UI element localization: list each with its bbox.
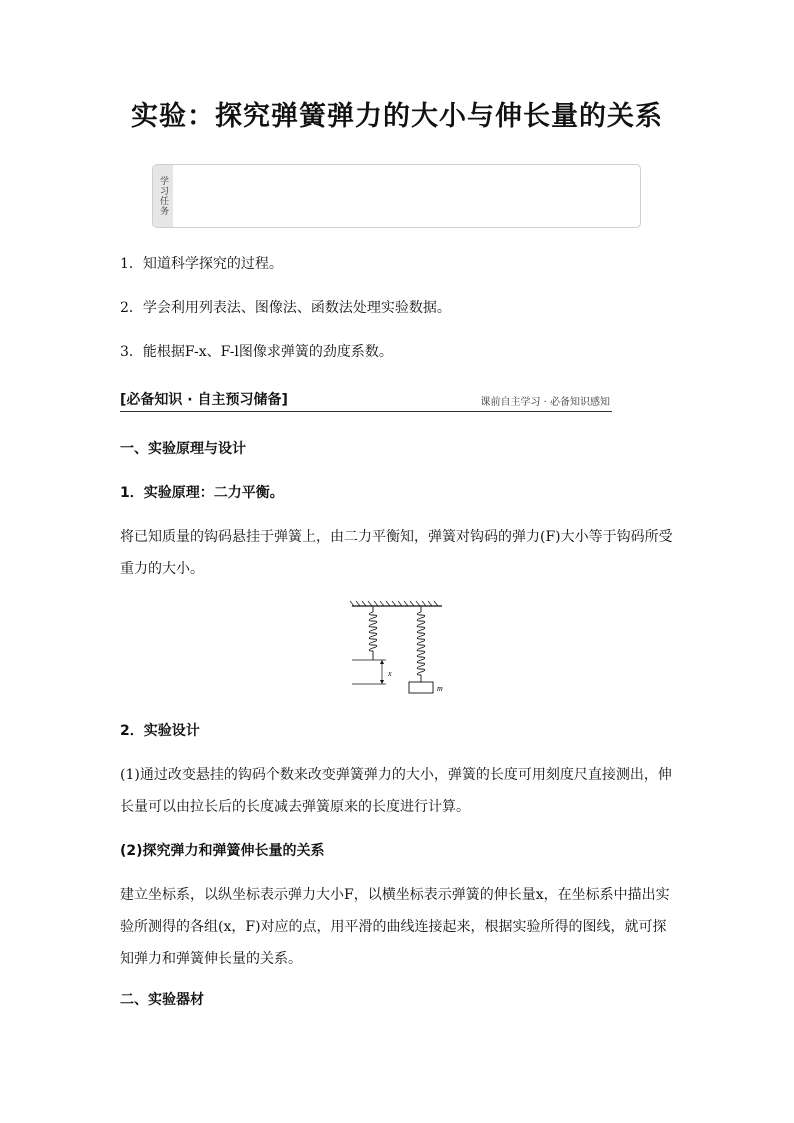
subheading-principle: 1．实验原理：二力平衡。 xyxy=(120,485,284,501)
learning-task-tab xyxy=(153,165,173,227)
heading-principle-design: 一、实验原理与设计 xyxy=(120,441,246,457)
paragraph-design-1: (1)通过改变悬挂的钩码个数来改变弹簧弹力的大小，弹簧的长度可用刻度尺直接测出，伸长量可以由拉长后的长度减去弹簧原来的长度进行计算。 xyxy=(120,767,672,815)
hook-weight xyxy=(409,682,433,693)
subheading-design: 2．实验设计 xyxy=(120,723,200,739)
spring-diagram xyxy=(348,600,448,700)
left-spring xyxy=(369,606,377,660)
paragraph-principle: 将已知质量的钩码悬挂于弹簧上，由二力平衡知，弹簧对钩码的弹力(F)大小等于钩码所受重力的大小。 xyxy=(120,529,673,577)
learning-task-label: 学习任务 xyxy=(158,176,168,216)
heading-equipment: 二、实验器材 xyxy=(120,992,204,1008)
goal-3: 3．能根据F-x、F-l图像求弹簧的劲度系数。 xyxy=(120,344,393,360)
learning-task-box xyxy=(152,164,641,228)
section-bar xyxy=(120,389,612,412)
m-label: m xyxy=(437,684,443,693)
right-spring xyxy=(417,606,425,682)
x-label: x xyxy=(388,669,392,678)
subheading-explore: (2)探究弹力和弹簧伸长量的关系 xyxy=(120,843,325,859)
page-title: 实验：探究弹簧弹力的大小与伸长量的关系 xyxy=(131,101,663,132)
section-bar-subtitle: 课前自主学习 · 必备知识感知 xyxy=(480,397,610,408)
paragraph-design-2: 建立坐标系，以纵坐标表示弹力大小F，以横坐标表示弹簧的伸长量x，在坐标系中描出实验所测得的各组(x，F)对应的点，用平滑的曲线连接起来，根据实验所得的图线，就可探知弹力和弹簧伸长量的关系。 xyxy=(120,887,670,967)
goal-1: 1．知道科学探究的过程。 xyxy=(120,256,283,272)
goal-2: 2．学会利用列表法、图像法、函数法处理实验数据。 xyxy=(120,300,451,316)
section-bar-title: [必备知识 · 自主预习储备] xyxy=(120,392,288,408)
